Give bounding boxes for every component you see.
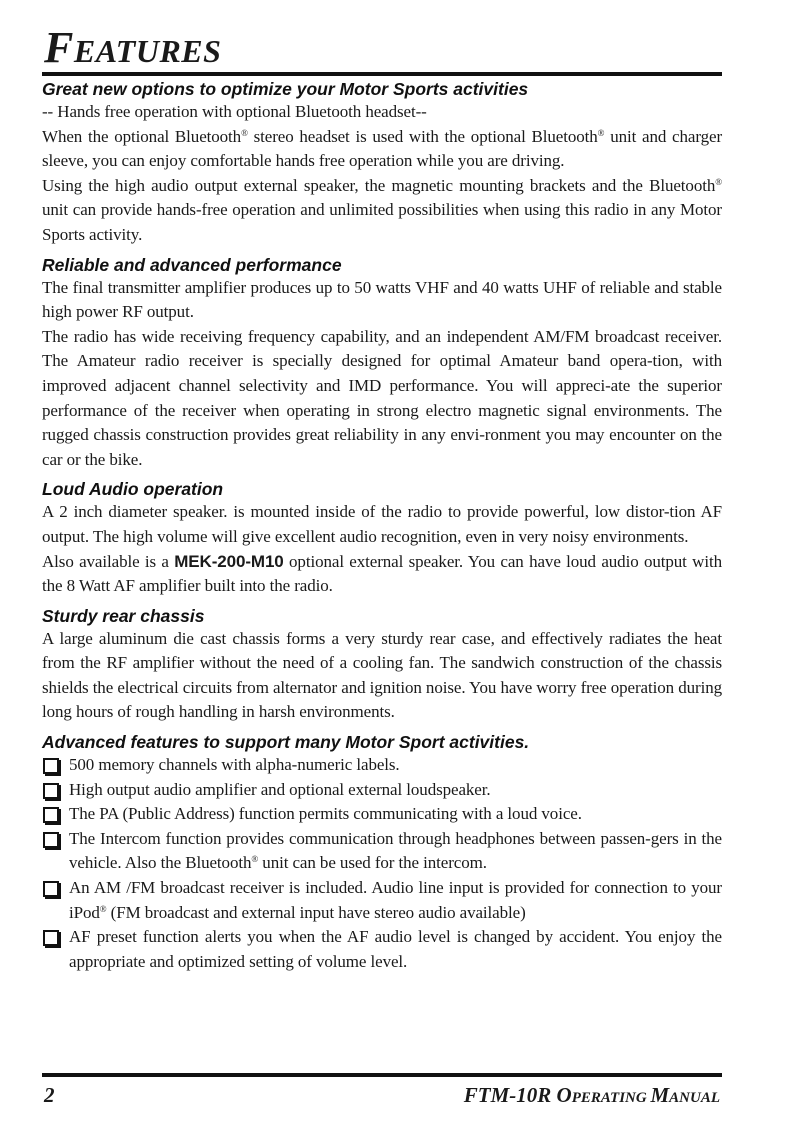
header-rule bbox=[42, 72, 722, 76]
section-subtitle: -- Hands free operation with optional Bluetooth headset-- bbox=[42, 102, 427, 121]
footer-title: FTM-10R OPERATING MANUAL bbox=[463, 1083, 720, 1107]
checkbox-icon bbox=[43, 832, 59, 848]
paragraph: Also available is a MEK-200-M10 optional external speaker. You can have loud audio output with the 8 Watt AF amplifier built into the radio. bbox=[42, 551, 722, 596]
section-heading: Sturdy rear chassis bbox=[42, 605, 205, 626]
list-item: The PA (Public Address) function permits communicating with a loud voice. bbox=[42, 802, 722, 827]
page-number: 2 bbox=[44, 1083, 55, 1107]
section-performance bbox=[42, 254, 722, 473]
list-item: An AM /FM broadcast receiver is included. Audio line input is provided for connection to your iPod® (FM broadcast and external input have stereo audio available) bbox=[42, 876, 722, 925]
checkbox-icon bbox=[43, 881, 59, 897]
checkbox-icon bbox=[43, 807, 59, 823]
section-heading: Reliable and advanced performance bbox=[42, 254, 342, 275]
list-item: AF preset function alerts you when the AF audio level is changed by accident. You enjoy the appropriate and optimized setting of volume level. bbox=[42, 925, 722, 974]
checkbox-icon bbox=[43, 930, 59, 946]
list-item: High output audio amplifier and optional external loudspeaker. bbox=[42, 778, 722, 803]
paragraph: A large aluminum die cast chassis forms a very sturdy rear case, and effectively radiates the heat from the RF amplifier without the need of a cooling fan. The sandwich construction of the chassis shields the electrical circuits from alternator and ignition noise. You have worry free operation during long hours of rough handling in harsh environments. bbox=[42, 628, 722, 722]
page-title: FEATURES bbox=[44, 23, 222, 72]
paragraph: The final transmitter amplifier produces up to 50 watts VHF and 40 watts UHF of reliable and stable high power RF output. bbox=[42, 277, 722, 322]
section-heading: Advanced features to support many Motor Sport activities. bbox=[42, 732, 530, 753]
list-item: 500 memory channels with alpha-numeric labels. bbox=[42, 753, 722, 778]
checkbox-icon bbox=[43, 783, 59, 799]
paragraph: When the optional Bluetooth® stereo headset is used with the optional Bluetooth® unit and charger sleeve, you can enjoy comfortable hands free operation while you are driving. bbox=[42, 126, 723, 171]
feature-list bbox=[42, 753, 722, 974]
paragraph: Using the high audio output external speaker, the magnetic mounting brackets and the Bluetooth® unit can provide hands-free operation and unlimited possibilities when using this radio in any Motor Sports activity. bbox=[42, 175, 722, 244]
section-advanced bbox=[42, 731, 722, 974]
section-chassis bbox=[42, 605, 722, 725]
paragraph: A 2 inch diameter speaker. is mounted inside of the radio to provide powerful, low distor-tion AF output. The high volume will give excellent audio recognition, even in very noisy environments. bbox=[42, 502, 722, 546]
paragraph: The radio has wide receiving frequency capability, and an independent AM/FM broadcast receiver. The Amateur radio receiver is specially designed for optimal Amateur band opera-tion, with improved adjacent channel selectivity and IMD performance. You will appreci-ate the superior performance of the receiver when operating in strong electro magnetic signal environments. The rugged chassis construction provides great reliability in any envi-ronment you may encounter on the car or the bike. bbox=[42, 326, 722, 469]
section-audio bbox=[42, 478, 722, 598]
footer-rule bbox=[42, 1073, 722, 1077]
manual-page bbox=[42, 0, 722, 1122]
page-content bbox=[42, 78, 722, 980]
list-item: The Intercom function provides communication through headphones between passen-gers in the vehicle. Also the Bluetooth® unit can be used for the intercom. bbox=[42, 827, 722, 876]
checkbox-icon bbox=[43, 758, 59, 774]
section-bluetooth bbox=[42, 78, 722, 248]
section-heading: Great new options to optimize your Motor Sports activities bbox=[42, 79, 529, 99]
section-heading: Loud Audio operation bbox=[42, 479, 224, 500]
model-number: MEK-200-M10 bbox=[174, 551, 284, 571]
